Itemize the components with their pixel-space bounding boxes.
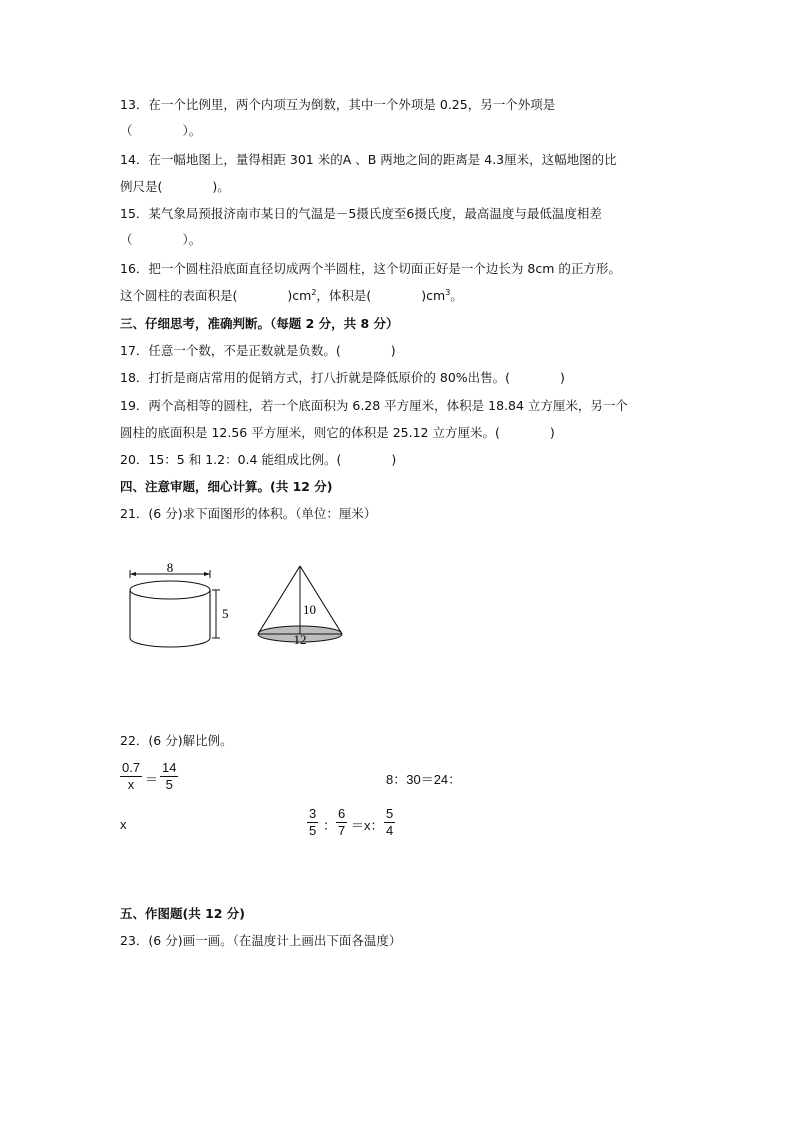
q13-line1: 13．在一个比例里，两个内项互为倒数，其中一个外项是 0.25，另一个外项是 xyxy=(120,97,556,112)
eq1-denominator-left: x xyxy=(127,777,135,792)
q15-line1: 15．某气象局预报济南市某日的气温是－5摄氏度至6摄氏度，最高温度与最低温度相差 xyxy=(120,206,602,221)
eq4-denominator-3: 4 xyxy=(386,823,394,838)
q16-sup-square: 2 xyxy=(311,287,317,297)
eq4-denominator-1: 5 xyxy=(309,823,317,838)
q19-line1: 19．两个高相等的圆柱，若一个底面积为 6.28 平方厘米，体积是 18.84 立方厘米，另一个 xyxy=(120,398,628,413)
eq2-text: 8：30＝24： xyxy=(386,772,462,787)
q16-text-c: 。 xyxy=(450,288,463,303)
q15-line2: （ ）。 xyxy=(120,232,202,247)
eq4-fraction-2 xyxy=(336,806,347,839)
q18-text: 18．打折是商店常用的促销方式，打八折就是降低原价的 80%出售。( ) xyxy=(120,370,565,385)
eq4-denominator-2: 7 xyxy=(338,823,346,838)
eq1-left-fraction xyxy=(120,760,142,793)
q13-line2: （ ）。 xyxy=(120,123,202,138)
eq1-right-fraction xyxy=(160,760,178,793)
eq1-denominator-right: 5 xyxy=(165,777,173,792)
eq4-colon-1: ： xyxy=(323,818,337,833)
eq1-equals: ＝ xyxy=(145,772,159,787)
q20-text: 20．15：5 和 1.2：0.4 能组成比例。( ) xyxy=(120,452,397,467)
q14-line2: 例尺是( )。 xyxy=(120,179,230,194)
q16-text-b: ，体积是( )cm xyxy=(316,288,446,303)
eq4-middle: ＝x： xyxy=(351,818,384,833)
eq4-numerator-3: 5 xyxy=(386,806,394,821)
cylinder-height-label: 5 xyxy=(222,606,229,621)
eq4-numerator-2: 6 xyxy=(338,806,346,821)
q16-text-a: 这个圆柱的表面积是( )cm xyxy=(120,288,312,303)
cylinder-figure xyxy=(130,560,229,647)
q23-text: 23．(6 分)画一画。（在温度计上画出下面各温度） xyxy=(120,933,402,948)
eq1-numerator-right: 14 xyxy=(162,760,177,775)
q16-sup-cube: 3 xyxy=(445,287,451,297)
eq3-x: x xyxy=(120,817,127,832)
eq1-numerator-left: 0.7 xyxy=(122,760,141,775)
section4-heading: 四、注意审题，细心计算。(共 12 分) xyxy=(120,479,333,494)
cone-diameter-label: 12 xyxy=(293,632,307,647)
q19-line2: 圆柱的底面积是 12.56 平方厘米，则它的体积是 25.12 立方厘米。( ) xyxy=(120,425,555,440)
q22-text: 22．(6 分)解比例。 xyxy=(120,733,233,748)
section5-heading: 五、作图题(共 12 分) xyxy=(120,906,246,921)
q21-text: 21．(6 分)求下面图形的体积。（单位：厘米） xyxy=(120,506,377,521)
q17-text: 17．任意一个数，不是正数就是负数。( ) xyxy=(120,343,396,358)
eq4-fraction-3 xyxy=(384,806,395,839)
eq4-fraction-1 xyxy=(307,806,318,839)
eq4-numerator-1: 3 xyxy=(309,806,317,821)
section3-heading: 三、仔细思考，准确判断。（每题 2 分，共 8 分） xyxy=(120,316,399,331)
q16-line2 xyxy=(120,288,463,304)
cone-figure xyxy=(258,566,342,647)
cylinder-diameter-label: 8 xyxy=(166,560,174,575)
q16-line1: 16．把一个圆柱沿底面直径切成两个半圆柱，这个切面正好是一个边长为 8cm 的正方形。 xyxy=(120,261,621,276)
solid-figures xyxy=(120,558,360,658)
cone-height-label: 10 xyxy=(303,602,316,617)
q14-line1: 14．在一幅地图上，量得相距 301 米的A 、B 两地之间的距离是 4.3厘米，这幅地图的比 xyxy=(120,152,617,167)
